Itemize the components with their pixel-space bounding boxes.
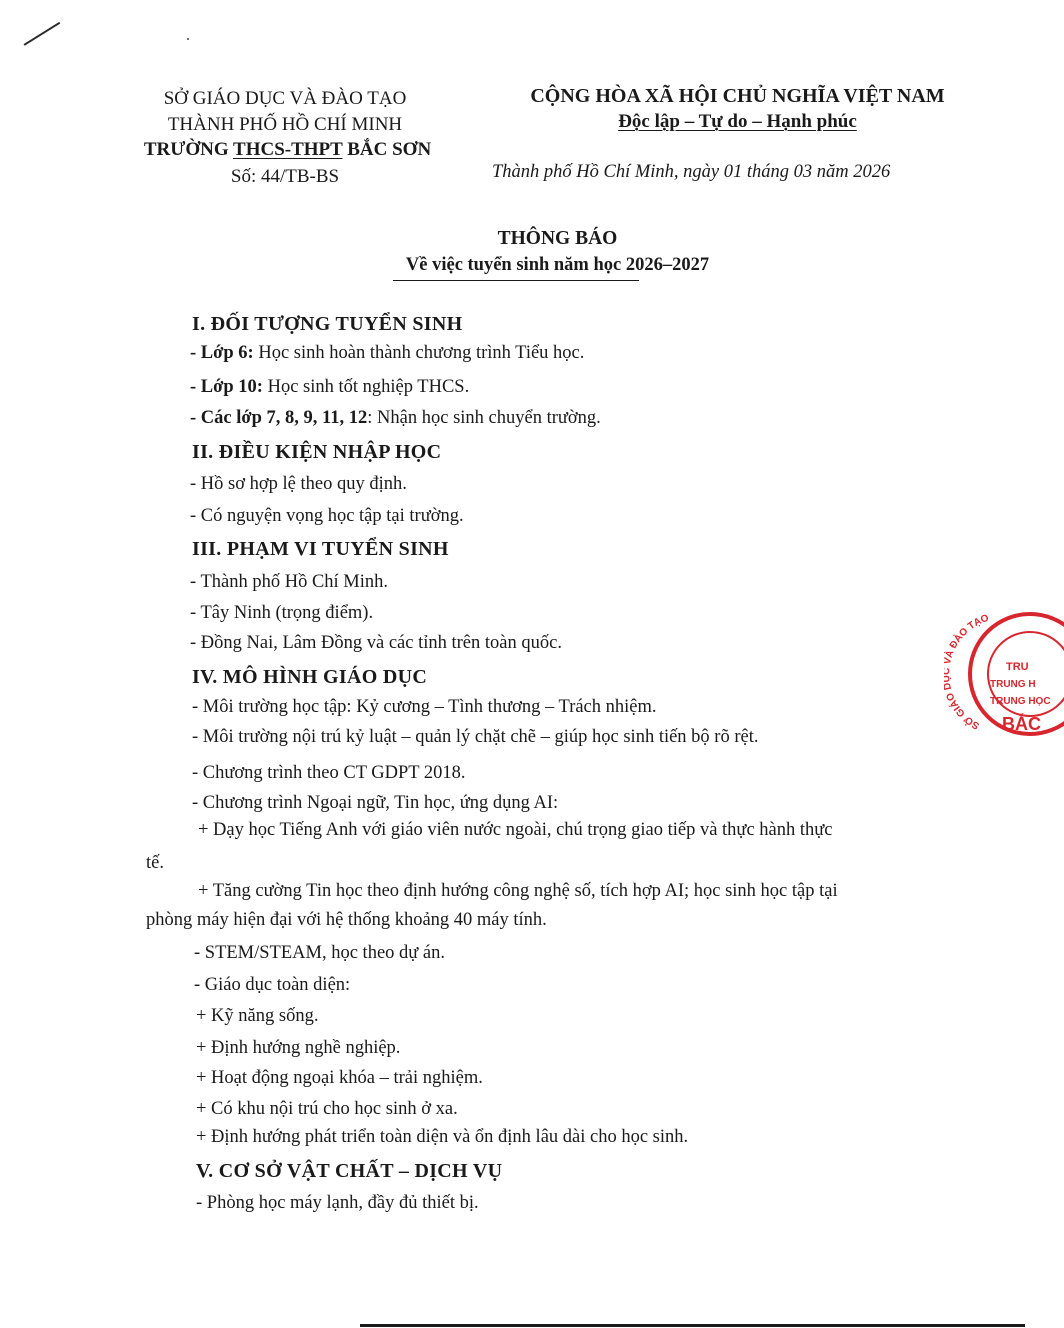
section-3-heading: III. PHẠM VI TUYỂN SINH xyxy=(192,538,449,560)
section-4-item: - Môi trường nội trú kỷ luật – quản lý chặt chẽ – giúp học sinh tiến bộ rõ rệt. xyxy=(192,727,759,747)
section-4-item: - Chương trình Ngoại ngữ, Tin học, ứng dụng AI: xyxy=(192,793,559,813)
school-name xyxy=(120,139,455,161)
page-bottom-edge-rule xyxy=(360,1324,1025,1327)
section-1-item xyxy=(190,408,601,429)
seal-line-4: BẮC xyxy=(1002,714,1041,734)
section-1-item xyxy=(190,343,584,364)
school-prefix: TRƯỜNG xyxy=(143,139,234,160)
school-suffix: BẮC SƠN xyxy=(342,139,432,160)
section-2-heading: II. ĐIỀU KIỆN NHẬP HỌC xyxy=(192,441,442,463)
section-4-item: tế. xyxy=(146,853,164,873)
section-4-heading: IV. MÔ HÌNH GIÁO DỤC xyxy=(192,666,428,688)
school-seal-stamp xyxy=(944,612,1064,802)
school-code: THCS-THPT xyxy=(233,139,343,160)
subtitle-underline xyxy=(393,280,639,281)
section-4-item: + Tăng cường Tin học theo định hướng công nghệ số, tích hợp AI; học sinh học tập tại xyxy=(198,881,838,901)
section-1-heading: I. ĐỐI TƯỢNG TUYỂN SINH xyxy=(192,313,463,335)
nation-title: CỘNG HÒA XÃ HỘI CHỦ NGHĨA VIỆT NAM xyxy=(530,85,945,107)
section-4-item: + Kỹ năng sống. xyxy=(196,1006,319,1026)
city-name: THÀNH PHỐ HỒ CHÍ MINH xyxy=(167,114,403,135)
document-number: Số: 44/TB-BS xyxy=(230,166,340,187)
section-2-item: - Hồ sơ hợp lệ theo quy định. xyxy=(190,474,407,494)
seal-line-1: TRU xyxy=(1006,661,1029,673)
item-text: Học sinh tốt nghiệp THCS. xyxy=(262,377,470,397)
section-4-item: + Hoạt động ngoại khóa – trải nghiệm. xyxy=(196,1068,483,1088)
section-3-item: - Đồng Nai, Lâm Đồng và các tỉnh trên toàn quốc. xyxy=(190,633,562,653)
pen-stroke-mark xyxy=(24,22,60,46)
section-3-item: - Tây Ninh (trọng điểm). xyxy=(190,603,374,623)
item-label: - Lớp 6: xyxy=(190,343,254,363)
notice-title: THÔNG BÁO xyxy=(497,228,618,249)
section-4-item: + Dạy học Tiếng Anh với giáo viên nước ngoài, chú trọng giao tiếp và thực hành thực xyxy=(198,820,833,840)
seal-line-2: TRUNG H xyxy=(990,679,1036,690)
section-3-item: - Thành phố Hồ Chí Minh. xyxy=(190,572,389,592)
section-5-item: - Phòng học máy lạnh, đầy đủ thiết bị. xyxy=(196,1193,479,1213)
item-label: - Các lớp 7, 8, 9, 11, 12 xyxy=(190,408,368,428)
section-4-item: - STEM/STEAM, học theo dự án. xyxy=(194,943,446,963)
section-4-item: phòng máy hiện đại với hệ thống khoảng 40 máy tính. xyxy=(146,910,547,930)
item-text: Học sinh hoàn thành chương trình Tiểu học. xyxy=(253,343,585,363)
seal-graphic xyxy=(944,612,1064,802)
ink-dot-mark xyxy=(187,38,189,40)
section-1-item xyxy=(190,377,469,398)
section-4-item: - Giáo dục toàn diện: xyxy=(194,975,351,995)
section-4-item: - Chương trình theo CT GDPT 2018. xyxy=(192,763,466,783)
section-4-item: + Định hướng nghề nghiệp. xyxy=(196,1038,401,1058)
motto xyxy=(480,111,995,133)
seal-line-3: TRUNG HỌC xyxy=(990,696,1051,707)
place-date: Thành phố Hồ Chí Minh, ngày 01 tháng 03 năm 2026 xyxy=(492,162,891,182)
seal-ring-text: SỞ GIÁO À ĐÀO TẠO xyxy=(944,612,991,732)
item-label: - Lớp 10: xyxy=(190,377,263,397)
item-text: : Nhận học sinh chuyển trường. xyxy=(367,408,601,428)
section-2-item: - Có nguyện vọng học tập tại trường. xyxy=(190,506,464,526)
department-name: SỞ GIÁO DỤC VÀ ĐÀO TẠO xyxy=(163,88,407,109)
notice-subtitle: Về việc tuyển sinh năm học 2026–2027 xyxy=(405,255,710,275)
section-4-item: + Định hướng phát triển toàn diện và ổn định lâu dài cho học sinh. xyxy=(196,1127,689,1147)
motto-text: Độc lập – Tự do – Hạnh phúc xyxy=(618,111,857,132)
section-4-item: + Có khu nội trú cho học sinh ở xa. xyxy=(196,1099,458,1119)
section-4-item: - Môi trường học tập: Kỷ cương – Tình thương – Trách nhiệm. xyxy=(192,697,657,717)
section-5-heading: V. CƠ SỞ VẬT CHẤT – DỊCH VỤ xyxy=(196,1160,503,1182)
